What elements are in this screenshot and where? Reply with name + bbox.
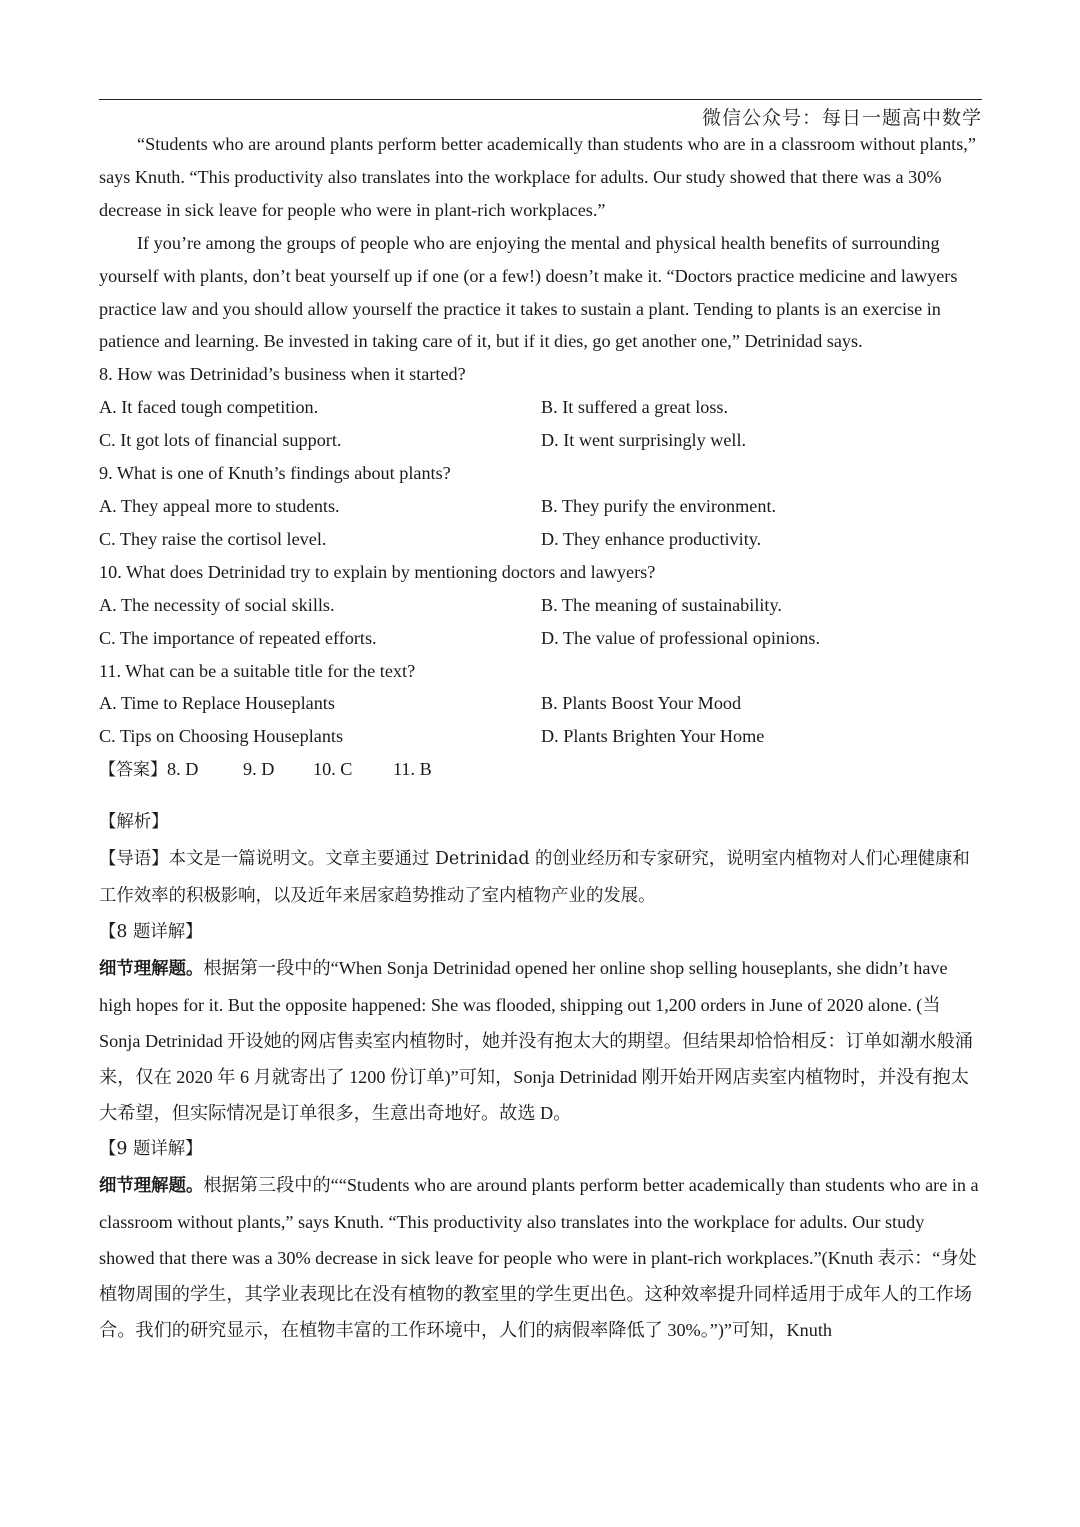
- option-row: [99, 589, 982, 622]
- answer-8: 8. D: [167, 759, 199, 780]
- option-c: C. Tips on Choosing Houseplants: [99, 726, 344, 747]
- option-b: B. Plants Boost Your Mood: [541, 693, 742, 714]
- header-rule: [99, 99, 982, 100]
- intro-label: 【导语】: [99, 849, 169, 870]
- answer-key: [99, 753, 982, 786]
- option-row: [99, 523, 982, 556]
- option-d: D. They enhance productivity.: [541, 528, 762, 549]
- analysis-section: [99, 804, 982, 1348]
- question-stem: 9. What is one of Knuth’s findings about plants?: [99, 463, 451, 484]
- header-account: 微信公众号：每日一题高中数学: [701, 107, 982, 129]
- option-row: [99, 490, 982, 523]
- option-d: D. It went surprisingly well.: [541, 430, 747, 451]
- analysis-heading: 【解析】: [99, 812, 169, 833]
- answer-10: 10. C: [313, 759, 353, 780]
- answer-11: 11. B: [393, 759, 432, 780]
- question-10: [99, 556, 982, 655]
- question-9: [99, 457, 982, 556]
- q8-text: 根据第一段中的“When Sonja Detrinidad opened her online shop selling houseplants, she didn’t have high hopes for it. But the opposite happened: She was flooded, shipping out 1,200 orders in June of 2020 alone. (当 Sonja Detrinidad 开设她的网店售卖室内植物时，她并没有抱太大的期望。但结果却恰恰相反：订单如潮水般涌来，仅在 2020 年 6 月就寄出了 1200 份订单)”可知，Sonja Detrinidad 刚开始开网店卖室内植物时，并没有抱太大希望，但实际情况是订单很多，生意出奇地好。故选 D。: [99, 958, 973, 1124]
- option-row: [99, 720, 982, 753]
- option-a: A. Time to Replace Houseplants: [99, 693, 335, 714]
- q8-type: 细节理解题。: [99, 959, 204, 980]
- question-stem: 8. How was Detrinidad’s business when it started?: [99, 364, 466, 385]
- q8-explanation: [99, 950, 982, 1131]
- question-11: [99, 655, 982, 754]
- q8-heading: 【8 题详解】: [99, 922, 203, 943]
- question-stem: 11. What can be a suitable title for the text?: [99, 660, 416, 681]
- option-row: [99, 687, 982, 720]
- q9-heading: 【9 题详解】: [99, 1139, 203, 1160]
- passage-paragraph: If you’re among the groups of people who are enjoying the mental and physical health benefits of surrounding yourself with plants, don’t beat yourself up if one (or a few!) doesn’t make it. “Doctors practice medicine and lawyers practice law and you should allow yourself the practice it takes to sustain a plant. Tending to plants is an exercise in patience and learning. Be invested in taking care of it, but if it dies, go get another one,” Detrinidad says.: [99, 232, 958, 352]
- option-a: A. It faced tough competition.: [99, 397, 319, 418]
- question-stem: 10. What does Detrinidad try to explain by mentioning doctors and lawyers?: [99, 561, 656, 582]
- option-b: B. It suffered a great loss.: [541, 397, 729, 418]
- option-c: C. The importance of repeated efforts.: [99, 627, 377, 648]
- option-d: D. Plants Brighten Your Home: [541, 726, 765, 747]
- passage-paragraph: “Students who are around plants perform better academically than students who are in a classroom without plants,” says Knuth. “This productivity also translates into the workplace for adults. Our study showed that there was a 30% decrease in sick leave for people who were in plant-rich workplaces.”: [99, 134, 976, 220]
- answer-label: 【答案】: [99, 760, 167, 781]
- option-b: B. The meaning of sustainability.: [541, 594, 782, 615]
- option-a: A. The necessity of social skills.: [99, 594, 335, 615]
- intro-text: 本文是一篇说明文。文章主要通过 Detrinidad 的创业经历和专家研究，说明室内植物对人们心理健康和工作效率的积极影响，以及近年来居家趋势推动了室内植物产业的发展。: [99, 849, 970, 907]
- q9-explanation: [99, 1167, 982, 1348]
- intro-paragraph: [99, 840, 982, 914]
- q9-text: 根据第三段中的““Students who are around plants perform better academically than students who are in a classroom without plants,” says Knuth. “This productivity also translates into the workplace for adults. Our study showed that there was a 30% decrease in sick leave for people who were in plant-rich workplaces.”(Knuth 表示：“身处植物周围的学生，其学业表现比在没有植物的教室里的学生更出色。这种效率提升同样适用于成年人的工作场合。我们的研究显示，在植物丰富的工作环境中，人们的病假率降低了 30%。”)”可知，Knuth: [99, 1175, 979, 1341]
- option-row: [99, 424, 982, 457]
- option-c: C. It got lots of financial support.: [99, 430, 342, 451]
- option-d: D. The value of professional opinions.: [541, 627, 820, 648]
- document-body: [99, 128, 982, 1348]
- question-8: [99, 358, 982, 457]
- option-b: B. They purify the environment.: [541, 495, 777, 516]
- answer-9: 9. D: [243, 759, 275, 780]
- option-a: A. They appeal more to students.: [99, 495, 340, 516]
- option-row: [99, 622, 982, 655]
- option-row: [99, 391, 982, 424]
- option-c: C. They raise the cortisol level.: [99, 528, 327, 549]
- q9-type: 细节理解题。: [99, 1176, 204, 1197]
